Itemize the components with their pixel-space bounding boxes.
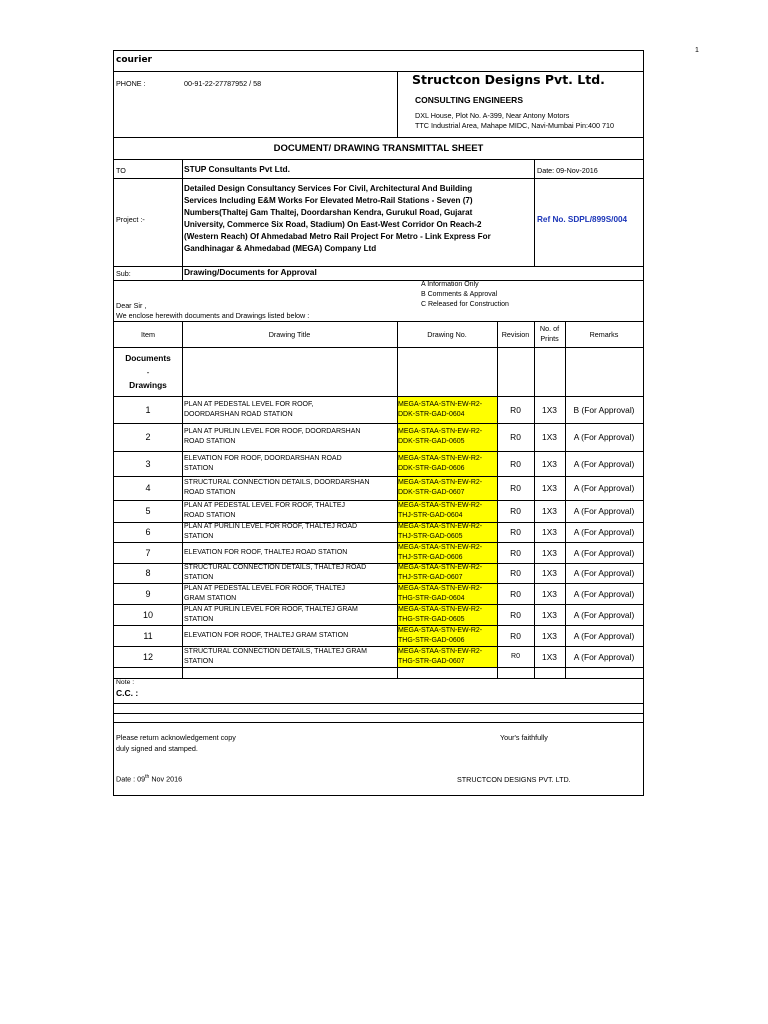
drawing-number: MEGA-STAA-STN-EW-R2- DDK-STR-GAD-0605 xyxy=(398,428,483,445)
revision: R0 xyxy=(510,547,521,558)
prints: 1X3 xyxy=(542,404,557,415)
project-description: Detailed Design Consultancy Services For Civil, Architectural And Building Services Including E&M Works For Elevated Metro-Rail Stations - Seven (7) Numbers(Thaltej Gam Thaltej, Doordarshan Kendra, Gurukul Road, Gujarat University, Commerce Six Road, Stadium) On East-West Corridor On Reach-2 (Western Reach) Of Ahmedabad Metro Rail Project For Metro - Link Express For Gandhinagar & Ahmedabad (MEGA) Company Ltd xyxy=(184,184,491,253)
revision: R0 xyxy=(511,653,520,660)
drawing-number: MEGA-STAA-STN-EW-R2- THG-STR-GAD-0607 xyxy=(398,647,483,665)
remarks: A (For Approval) xyxy=(573,651,635,662)
section-label: Documents - Drawings xyxy=(125,353,171,390)
item-number: 3 xyxy=(145,458,151,469)
item-number: 2 xyxy=(145,432,151,442)
drawing-number: MEGA-STAA-STN-EW-R2- DDK-STR-GAD-0607 xyxy=(398,479,483,496)
enclose-text: We enclose herewith documents and Drawings listed below : xyxy=(116,311,310,320)
recipient: STUP Consultants Pvt Ltd. xyxy=(184,164,290,174)
closing-line: Your's faithfully xyxy=(500,733,548,742)
drawing-title: ELEVATION FOR ROOF, THALTEJ GRAM STATION xyxy=(184,631,349,639)
return-instruction: Please return acknowledgement copy duly signed and stamped. xyxy=(116,733,236,753)
subject-label: Sub: xyxy=(116,269,131,278)
prints: 1X3 xyxy=(542,432,557,442)
remarks: A (For Approval) xyxy=(573,483,635,493)
remarks: A (For Approval) xyxy=(573,506,635,516)
company-tagline: CONSULTING ENGINEERS xyxy=(415,95,523,105)
prints: 1X3 xyxy=(542,458,557,469)
signatory: STRUCTCON DESIGNS PVT. LTD. xyxy=(457,775,571,784)
drawing-title: PLAN AT PURLIN LEVEL FOR ROOF, DOORDARSHAN ROAD STATION xyxy=(184,428,361,445)
item-number: 4 xyxy=(145,483,151,493)
legend-item: B Comments & Approval xyxy=(421,291,498,298)
to-label: TO xyxy=(116,166,126,175)
address-line-1: DXL House, Plot No. A-399, Near Antony Motors xyxy=(415,111,570,120)
drawing-number: MEGA-STAA-STN-EW-R2- DDK-STR-GAD-0606 xyxy=(398,454,483,472)
remarks: A (For Approval) xyxy=(573,609,635,620)
prints: 1X3 xyxy=(542,651,557,662)
drawing-number: MEGA-STAA-STN-EW-R2- THG-STR-GAD-0606 xyxy=(398,626,483,644)
revision: R0 xyxy=(510,568,521,578)
note-label: Note : xyxy=(116,679,135,686)
item-number: 8 xyxy=(145,568,151,578)
drawing-title: PLAN AT PEDESTAL LEVEL FOR ROOF, THALTEJ GRAM STATION xyxy=(184,584,346,602)
reference-number: Ref No. SDPL/899S/004 xyxy=(537,215,628,224)
drawing-number: MEGA-STAA-STN-EW-R2- THG-STR-GAD-0604 xyxy=(398,584,483,602)
drawing-number: MEGA-STAA-STN-EW-R2- THJ-STR-GAD-0604 xyxy=(398,502,483,519)
subject-value: Drawing/Documents for Approval xyxy=(184,267,317,277)
item-number: 11 xyxy=(143,630,153,641)
prints: 1X3 xyxy=(542,483,557,493)
transmittal-date: Date: 09-Nov-2016 xyxy=(537,166,598,175)
drawing-number: MEGA-STAA-STN-EW-R2- THJ-STR-GAD-0607 xyxy=(398,564,483,581)
drawing-number: MEGA-STAA-STN-EW-R2- THG-STR-GAD-0605 xyxy=(398,605,483,623)
col-header-item: Item xyxy=(141,329,155,339)
remarks: B (For Approval) xyxy=(573,404,635,415)
prints: 1X3 xyxy=(542,609,557,620)
remarks: A (For Approval) xyxy=(573,547,635,558)
remarks: A (For Approval) xyxy=(573,630,635,641)
footer-date: Date : 09th Nov 2016 xyxy=(116,774,183,784)
drawing-number: MEGA-STAA-STN-EW-R2- THJ-STR-GAD-0606 xyxy=(398,543,483,561)
item-number: 10 xyxy=(142,609,153,620)
revision: R0 xyxy=(510,527,521,537)
item-number: 7 xyxy=(145,547,151,558)
remarks: A (For Approval) xyxy=(573,432,635,442)
drawing-title: PLAN AT PURLIN LEVEL FOR ROOF, THALTEJ GRAM STATION xyxy=(184,605,358,623)
col-header-prints: No. of Prints xyxy=(539,324,560,343)
revision: R0 xyxy=(510,506,521,516)
prints: 1X3 xyxy=(542,547,557,558)
prints: 1X3 xyxy=(542,506,557,516)
item-number: 12 xyxy=(142,651,153,662)
page-number: 1 xyxy=(695,47,699,54)
drawing-title: ELEVATION FOR ROOF, DOORDARSHAN ROAD STATION xyxy=(184,454,342,472)
document-title: DOCUMENT/ DRAWING TRANSMITTAL SHEET xyxy=(273,142,484,154)
salutation: Dear Sir , xyxy=(116,301,147,310)
drawing-number: MEGA-STAA-STN-EW-R2- DDK-STR-GAD-0604 xyxy=(398,400,483,418)
item-number: 9 xyxy=(145,588,151,599)
transmittal-sheet xyxy=(113,50,644,796)
phone-number: 00-91-22-27787952 / 58 xyxy=(184,79,262,88)
status-legend xyxy=(421,280,509,310)
revision: R0 xyxy=(510,483,521,493)
prints: 1X3 xyxy=(542,568,557,578)
remarks: A (For Approval) xyxy=(573,458,635,469)
prints: 1X3 xyxy=(542,630,557,641)
col-header-drawing-no: Drawing No. xyxy=(427,329,467,339)
revision: R0 xyxy=(510,630,521,641)
remarks: A (For Approval) xyxy=(573,568,635,578)
revision: R0 xyxy=(510,609,521,620)
project-label: Project :- xyxy=(116,215,145,224)
company-name: Structcon Designs Pvt. Ltd. xyxy=(412,72,605,87)
revision: R0 xyxy=(510,588,521,599)
revision: R0 xyxy=(510,404,521,415)
drawing-title: ELEVATION FOR ROOF, THALTEJ ROAD STATION xyxy=(184,548,348,556)
drawing-title: PLAN AT PEDESTAL LEVEL FOR ROOF, THALTEJ ROAD STATION xyxy=(184,502,346,519)
drawing-title: PLAN AT PEDESTAL LEVEL FOR ROOF, DOORDARSHAN ROAD STATION xyxy=(184,400,314,418)
legend-item: A Information Only xyxy=(421,281,479,288)
legend-item: C Released for Construction xyxy=(421,301,509,308)
address-line-2: TTC Industrial Area, Mahape MIDC, Navi-Mumbai Pin:400 710 xyxy=(415,121,614,130)
cc-label: C.C. : xyxy=(116,688,139,698)
drawing-title: STRUCTURAL CONNECTION DETAILS, THALTEJ ROAD STATION xyxy=(184,564,367,581)
item-number: 1 xyxy=(145,404,151,415)
drawing-title: PLAN AT PURLIN LEVEL FOR ROOF, THALTEJ ROAD STATION xyxy=(184,523,358,540)
item-number: 6 xyxy=(145,527,151,537)
item-number: 5 xyxy=(145,506,151,516)
remarks: A (For Approval) xyxy=(573,527,635,537)
prints: 1X3 xyxy=(542,588,557,599)
delivery-mode: courier xyxy=(116,55,152,65)
drawing-title: STRUCTURAL CONNECTION DETAILS, THALTEJ GRAM STATION xyxy=(184,647,367,665)
col-header-title: Drawing Title xyxy=(268,329,311,339)
drawing-number: MEGA-STAA-STN-EW-R2- THJ-STR-GAD-0605 xyxy=(398,523,483,540)
col-header-revision: Revision xyxy=(501,329,530,339)
col-header-remarks: Remarks xyxy=(589,329,619,339)
drawing-title: STRUCTURAL CONNECTION DETAILS, DOORDARSHAN ROAD STATION xyxy=(184,479,370,496)
prints: 1X3 xyxy=(542,527,557,537)
revision: R0 xyxy=(510,432,521,442)
revision: R0 xyxy=(510,458,521,469)
phone-label: PHONE : xyxy=(116,79,146,88)
remarks: A (For Approval) xyxy=(573,588,635,599)
